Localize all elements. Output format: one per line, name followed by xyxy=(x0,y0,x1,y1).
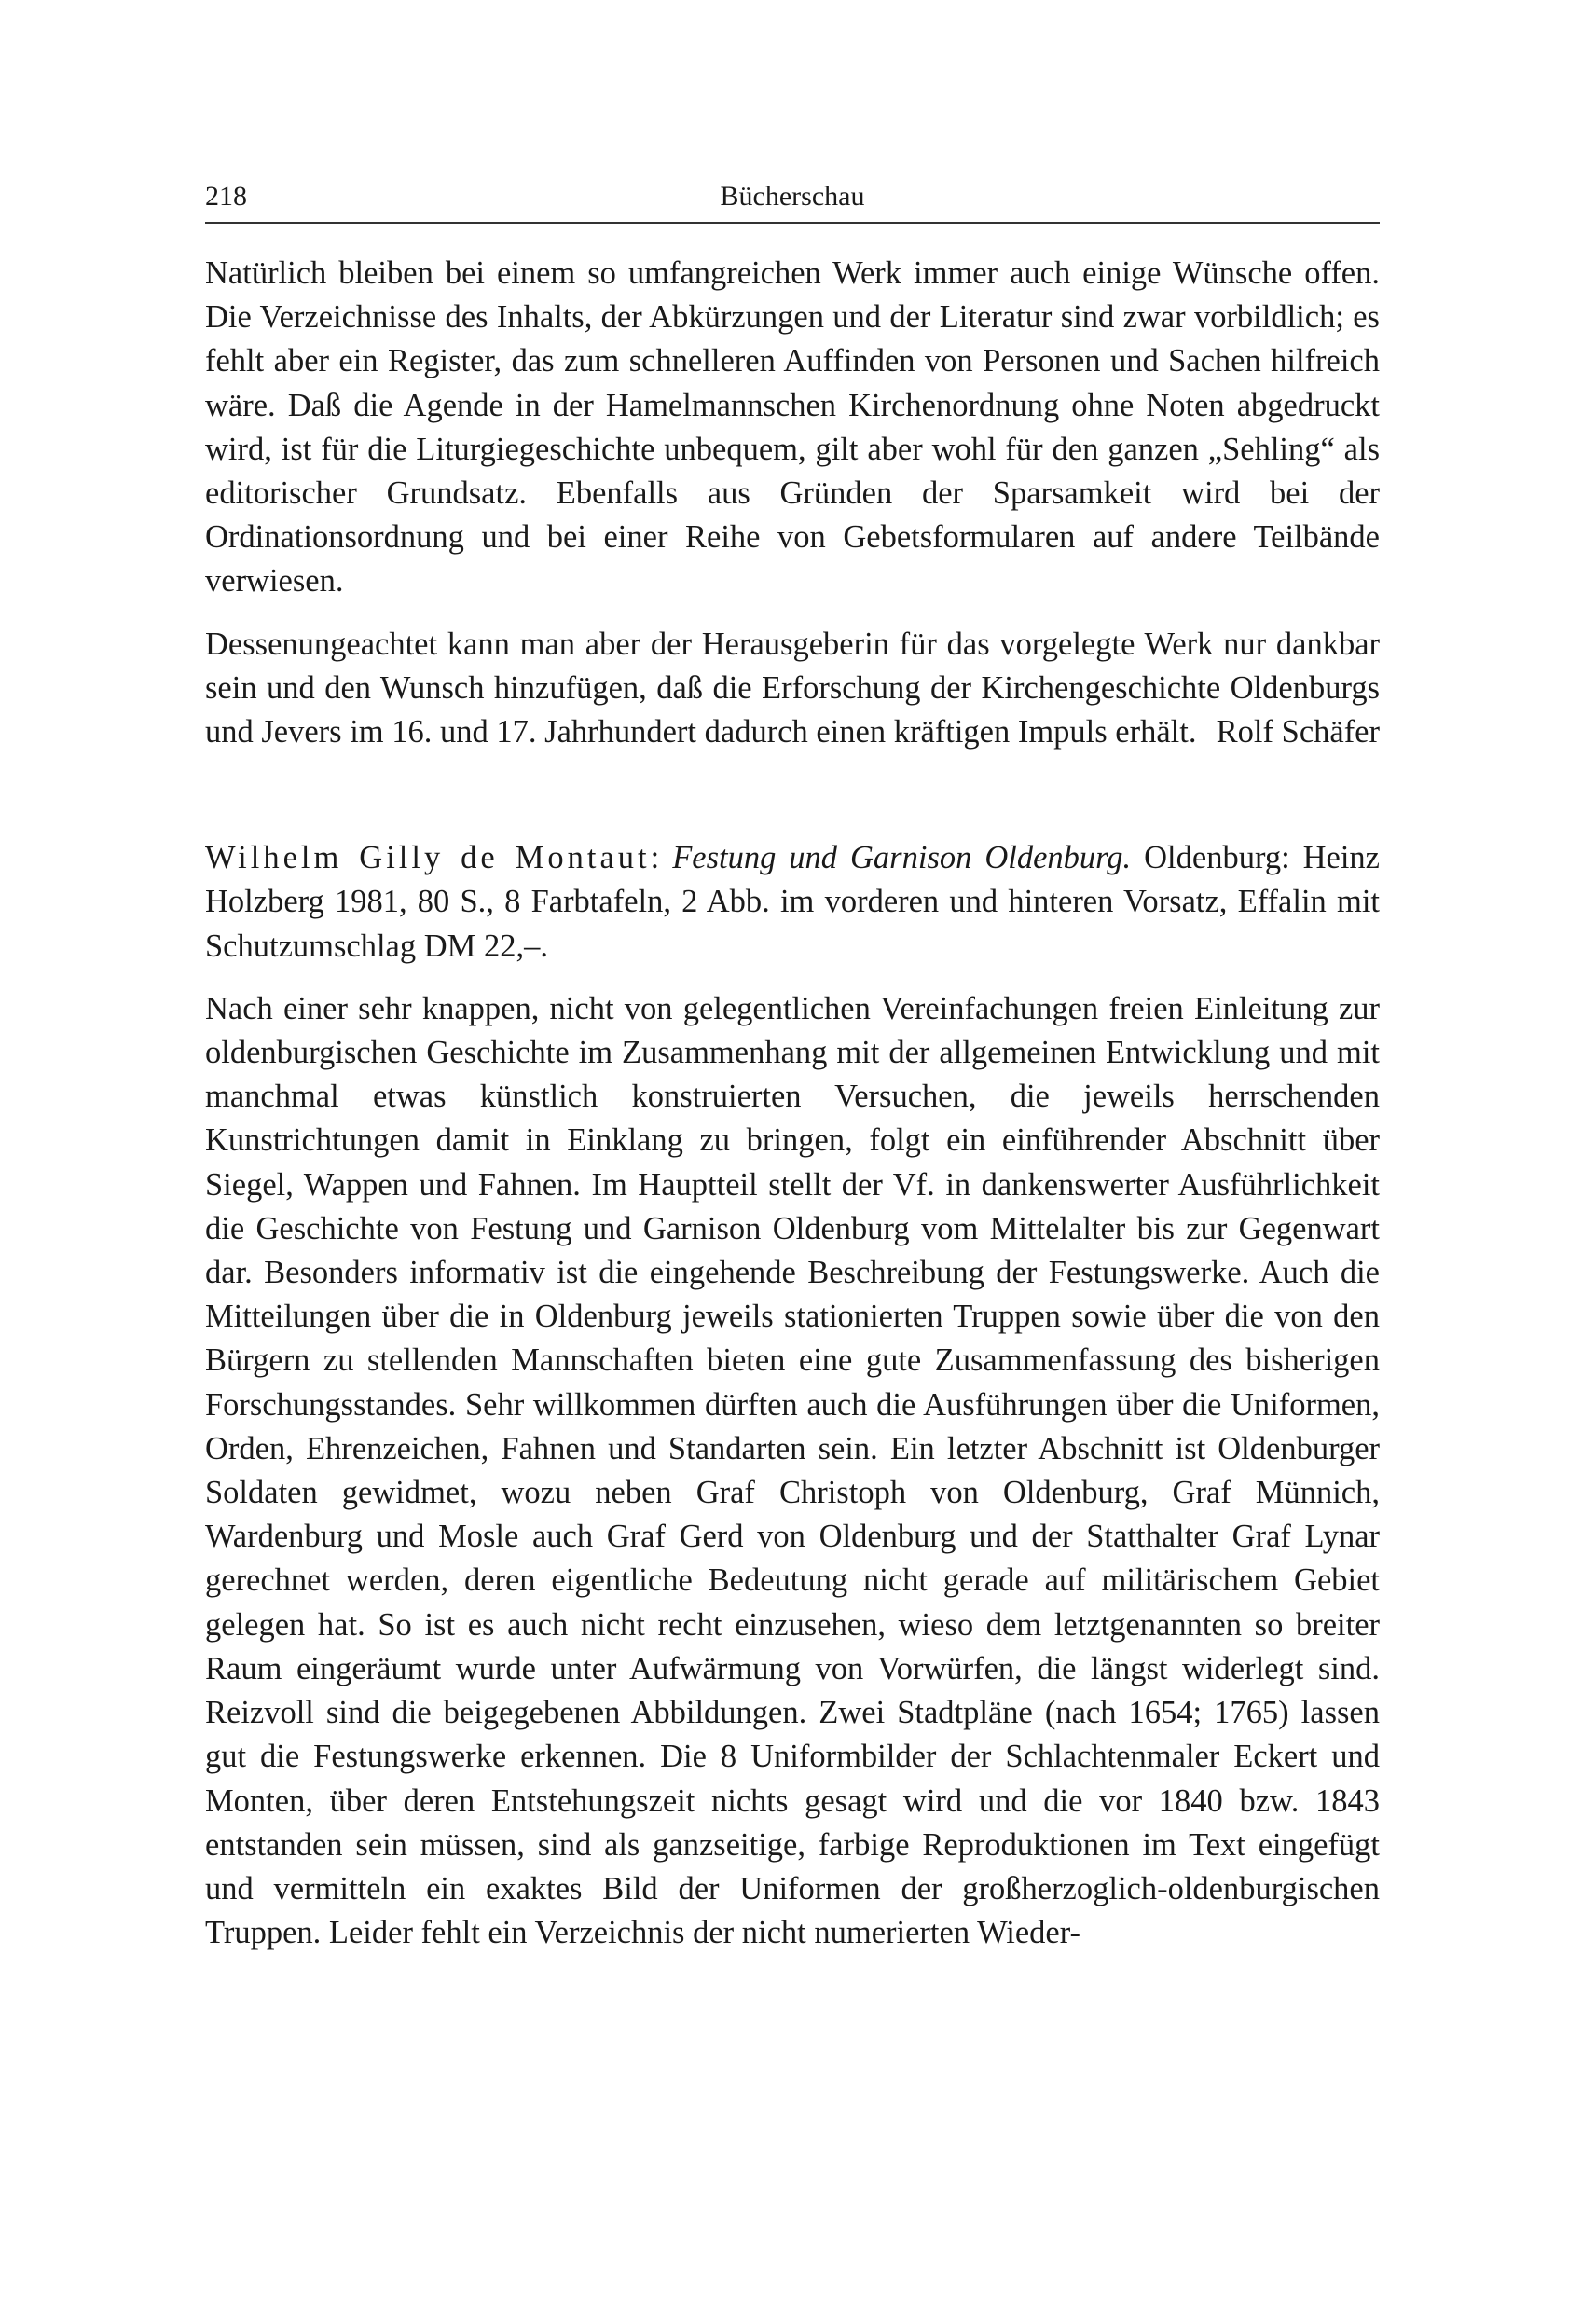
running-title: Bücherschau xyxy=(720,181,865,212)
reviewer-signature: Rolf Schäfer xyxy=(1216,714,1380,750)
page-body xyxy=(205,252,1380,1955)
review2-book-title: Festung und Garnison Oldenburg. xyxy=(672,840,1132,876)
book-page xyxy=(205,177,1380,1955)
review2-colon: : xyxy=(650,840,660,876)
running-head xyxy=(205,177,1380,216)
review1-paragraph-2 xyxy=(205,623,1380,755)
review2-paragraph-1: Nach einer sehr knappen, nicht von gelegentlichen Vereinfachungen freien Einleitung zur oldenburgischen Geschichte im Zusammenhang mit der allgemeinen Entwicklung und mit manchmal etwas künstlich konstruierten Versuchen, die jeweils herrschenden Kunstrichtungen damit in Einklang zu bringen, folgt ein einführender Abschnitt über Siegel, Wappen und Fahnen. Im Hauptteil stellt der Vf. in dankenswerter Ausführlichkeit die Geschichte von Festung und Garnison Oldenburg vom Mittelalter bis zur Gegenwart dar. Besonders informativ ist die eingehende Beschreibung der Festungswerke. Auch die Mitteilungen über die in Oldenburg jeweils stationierten Truppen sowie über die von den Bürgern zu stellenden Mannschaften bieten eine gute Zusammenfassung des bisherigen Forschungsstandes. Sehr willkommen dürften auch die Ausführungen über die Uniformen, Orden, Ehrenzeichen, Fahnen und Standarten sein. Ein letzter Abschnitt ist Oldenburger Soldaten gewidmet, wozu neben Graf Christoph von Oldenburg, Graf Münnich, Wardenburg und Mosle auch Graf Gerd von Oldenburg und der Statthalter Graf Lynar gerechnet werden, deren eigentliche Bedeutung nicht gerade auf militärischem Gebiet gelegen hat. So ist es auch nicht recht einzusehen, wieso dem letztgenannten so breiter Raum eingeräumt wurde unter Aufwärmung von Vorwürfen, die längst widerlegt sind. Reizvoll sind die beigegebenen Abbildungen. Zwei Stadtpläne (nach 1654; 1765) lassen gut die Festungswerke erkennen. Die 8 Uniformbilder der Schlachtenmaler Eckert und Monten, über deren Entstehungszeit nichts gesagt wird und die vor 1840 bzw. 1843 entstanden sein müssen, sind als ganzseitige, farbige Reproduktionen im Text eingefügt und vermitteln ein exaktes Bild der Uniformen der großherzoglich-oldenburgischen Truppen. Leider fehlt ein Verzeichnis der nicht numerierten Wieder- xyxy=(205,990,1380,1951)
review2-author: Wilhelm Gilly de Montaut xyxy=(205,840,651,876)
review1-paragraph-1: Natürlich bleiben bei einem so umfangreichen Werk immer auch einige Wünsche offen. Die Verzeichnisse des Inhalts, der Abkürzungen und der Literatur sind zwar vorbildlich; es fehlt aber ein Register, das zum schnelleren Auffinden von Personen und Sachen hilfreich wäre. Daß die Agende in der Hamelmannschen Kirchenordnung ohne Noten abgedruckt wird, ist für die Liturgiegeschichte unbequem, gilt aber wohl für den ganzen „Sehling“ als editorischer Grundsatz. Ebenfalls aus Gründen der Sparsamkeit wird bei der Ordinationsordnung und bei einer Reihe von Gebetsformularen auf andere Teilbände verwiesen. xyxy=(205,255,1380,599)
review2-bibliography: Oldenburg: Heinz Holzberg 1981, 80 S., 8 Farbtafeln, 2 Abb. im vorderen und hinteren Vorsatz, Effalin mit Schutzumschlag DM 22,–. xyxy=(205,840,1380,964)
review1-paragraph-2-text: Dessenungeachtet kann man aber der Herausgeberin für das vorgelegte Werk nur dankbar sein und den Wunsch hinzufügen, daß die Erforschung der Kirchengeschichte Oldenburgs und Jevers im 16. und 17. Jahrhundert dadurch einen kräftigen Impuls erhält. xyxy=(205,626,1380,750)
header-rule xyxy=(205,222,1380,224)
page-number: 218 xyxy=(205,181,247,212)
review2-bibliographic-heading xyxy=(205,836,1380,969)
